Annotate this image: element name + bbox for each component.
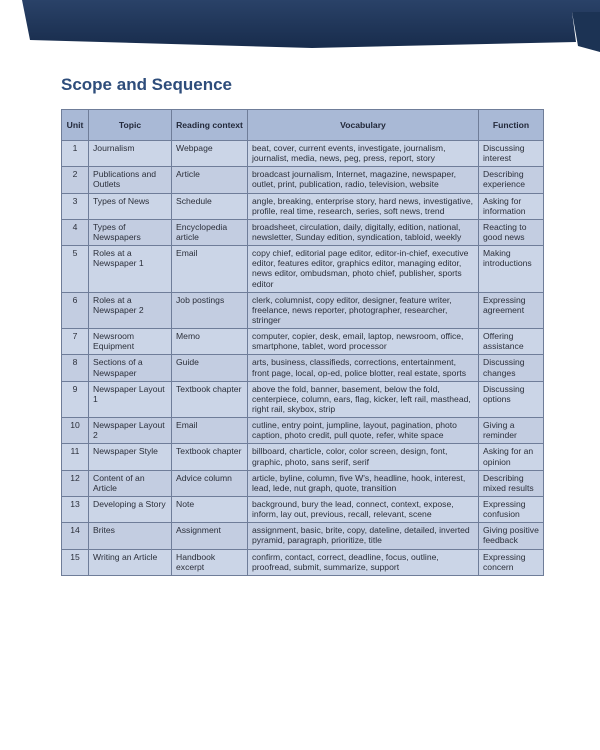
unit-number: 5 bbox=[62, 246, 89, 293]
vocabulary-cell: broadcast journalism, Internet, magazine, newspaper, outlet, print, publication, radio, television, website bbox=[248, 167, 479, 193]
vocabulary-cell: broadsheet, circulation, daily, digitally, edition, national, newsletter, Sunday edition, syndication, tabloid, weekly bbox=[248, 219, 479, 245]
topic-cell: Newspaper Layout 2 bbox=[89, 418, 172, 444]
unit-number: 4 bbox=[62, 219, 89, 245]
table-row bbox=[62, 219, 544, 245]
topic-cell: Newsroom Equipment bbox=[89, 329, 172, 355]
topic-cell: Writing an Article bbox=[89, 549, 172, 575]
reading-cell: Job postings bbox=[172, 292, 248, 328]
function-cell: Giving positive feedback bbox=[479, 523, 544, 549]
topic-cell: Types of News bbox=[89, 193, 172, 219]
unit-number: 3 bbox=[62, 193, 89, 219]
banner-shape bbox=[0, 0, 600, 52]
topic-cell: Journalism bbox=[89, 141, 172, 167]
function-cell: Expressing concern bbox=[479, 549, 544, 575]
page-title: Scope and Sequence bbox=[61, 75, 232, 94]
vocabulary-cell: assignment, basic, brite, copy, dateline, detailed, inverted pyramid, paragraph, prioritize, title bbox=[248, 523, 479, 549]
topic-cell: Brites bbox=[89, 523, 172, 549]
unit-number: 15 bbox=[62, 549, 89, 575]
unit-number: 8 bbox=[62, 355, 89, 381]
function-cell: Describing mixed results bbox=[479, 470, 544, 496]
topic-cell: Publications and Outlets bbox=[89, 167, 172, 193]
table-row bbox=[62, 193, 544, 219]
function-cell: Asking for information bbox=[479, 193, 544, 219]
table-row bbox=[62, 329, 544, 355]
table-row bbox=[62, 246, 544, 293]
unit-number: 2 bbox=[62, 167, 89, 193]
table-row bbox=[62, 418, 544, 444]
reading-cell: Advice column bbox=[172, 470, 248, 496]
function-cell: Giving a reminder bbox=[479, 418, 544, 444]
function-cell: Offering assistance bbox=[479, 329, 544, 355]
vocabulary-cell: clerk, columnist, copy editor, designer, feature writer, freelance, news reporter, photographer, researcher, stringer bbox=[248, 292, 479, 328]
function-cell: Describing experience bbox=[479, 167, 544, 193]
unit-number: 12 bbox=[62, 470, 89, 496]
reading-cell: Article bbox=[172, 167, 248, 193]
topic-cell: Types of Newspapers bbox=[89, 219, 172, 245]
vocabulary-cell: confirm, contact, correct, deadline, focus, outline, proofread, submit, summarize, support bbox=[248, 549, 479, 575]
function-cell: Discussing options bbox=[479, 381, 544, 417]
reading-cell: Email bbox=[172, 246, 248, 293]
topic-cell: Sections of a Newspaper bbox=[89, 355, 172, 381]
top-banner bbox=[0, 0, 600, 52]
function-cell: Expressing agreement bbox=[479, 292, 544, 328]
header-reading-context: Reading context bbox=[172, 110, 248, 141]
unit-number: 14 bbox=[62, 523, 89, 549]
reading-cell: Handbook excerpt bbox=[172, 549, 248, 575]
table-row bbox=[62, 355, 544, 381]
header-function: Function bbox=[479, 110, 544, 141]
function-cell: Expressing confusion bbox=[479, 496, 544, 522]
topic-cell: Roles at a Newspaper 1 bbox=[89, 246, 172, 293]
vocabulary-cell: above the fold, banner, basement, below the fold, centerpiece, column, ears, flag, kicker, left rail, masthead, right rail, skybox, strip bbox=[248, 381, 479, 417]
topic-cell: Newspaper Layout 1 bbox=[89, 381, 172, 417]
topic-cell: Roles at a Newspaper 2 bbox=[89, 292, 172, 328]
vocabulary-cell: angle, breaking, enterprise story, hard news, investigative, profile, real time, research, series, soft news, trend bbox=[248, 193, 479, 219]
reading-cell: Memo bbox=[172, 329, 248, 355]
vocabulary-cell: beat, cover, current events, investigate, journalism, journalist, media, news, peg, press, report, story bbox=[248, 141, 479, 167]
reading-cell: Encyclopedia article bbox=[172, 219, 248, 245]
table-row bbox=[62, 470, 544, 496]
function-cell: Asking for an opinion bbox=[479, 444, 544, 470]
unit-number: 10 bbox=[62, 418, 89, 444]
unit-number: 11 bbox=[62, 444, 89, 470]
table-row bbox=[62, 549, 544, 575]
vocabulary-cell: copy chief, editorial page editor, editor-in-chief, executive editor, features editor, graphics editor, managing editor, news editor, ombudsman, photo chief, publisher, sports editor bbox=[248, 246, 479, 293]
reading-cell: Guide bbox=[172, 355, 248, 381]
vocabulary-cell: cutline, entry point, jumpline, layout, pagination, photo caption, photo credit, pull quote, refer, white space bbox=[248, 418, 479, 444]
table-row bbox=[62, 496, 544, 522]
unit-number: 6 bbox=[62, 292, 89, 328]
vocabulary-cell: computer, copier, desk, email, laptop, newsroom, office, smartphone, tablet, word processor bbox=[248, 329, 479, 355]
reading-cell: Textbook chapter bbox=[172, 381, 248, 417]
unit-number: 7 bbox=[62, 329, 89, 355]
header-vocabulary: Vocabulary bbox=[248, 110, 479, 141]
reading-cell: Note bbox=[172, 496, 248, 522]
reading-cell: Webpage bbox=[172, 141, 248, 167]
reading-cell: Schedule bbox=[172, 193, 248, 219]
table-row bbox=[62, 523, 544, 549]
vocabulary-cell: article, byline, column, five W's, headline, hook, interest, lead, lede, nut graph, quote, transition bbox=[248, 470, 479, 496]
scope-sequence-table bbox=[61, 109, 544, 576]
function-cell: Reacting to good news bbox=[479, 219, 544, 245]
unit-number: 1 bbox=[62, 141, 89, 167]
table-row bbox=[62, 381, 544, 417]
vocabulary-cell: background, bury the lead, connect, context, expose, inform, lay out, previous, recall, relevant, scene bbox=[248, 496, 479, 522]
vocabulary-cell: billboard, charticle, color, color screen, design, font, graphic, photo, sans serif, serif bbox=[248, 444, 479, 470]
reading-cell: Email bbox=[172, 418, 248, 444]
reading-cell: Assignment bbox=[172, 523, 248, 549]
table-header-row bbox=[62, 110, 544, 141]
header-topic: Topic bbox=[89, 110, 172, 141]
topic-cell: Content of an Article bbox=[89, 470, 172, 496]
table-row bbox=[62, 167, 544, 193]
reading-cell: Textbook chapter bbox=[172, 444, 248, 470]
topic-cell: Newspaper Style bbox=[89, 444, 172, 470]
function-cell: Discussing changes bbox=[479, 355, 544, 381]
function-cell: Making introductions bbox=[479, 246, 544, 293]
function-cell: Discussing interest bbox=[479, 141, 544, 167]
unit-number: 13 bbox=[62, 496, 89, 522]
table-row bbox=[62, 444, 544, 470]
unit-number: 9 bbox=[62, 381, 89, 417]
topic-cell: Developing a Story bbox=[89, 496, 172, 522]
header-unit: Unit bbox=[62, 110, 89, 141]
table-row bbox=[62, 141, 544, 167]
vocabulary-cell: arts, business, classifieds, corrections, entertainment, front page, local, op-ed, police blotter, real estate, sports bbox=[248, 355, 479, 381]
table-row bbox=[62, 292, 544, 328]
